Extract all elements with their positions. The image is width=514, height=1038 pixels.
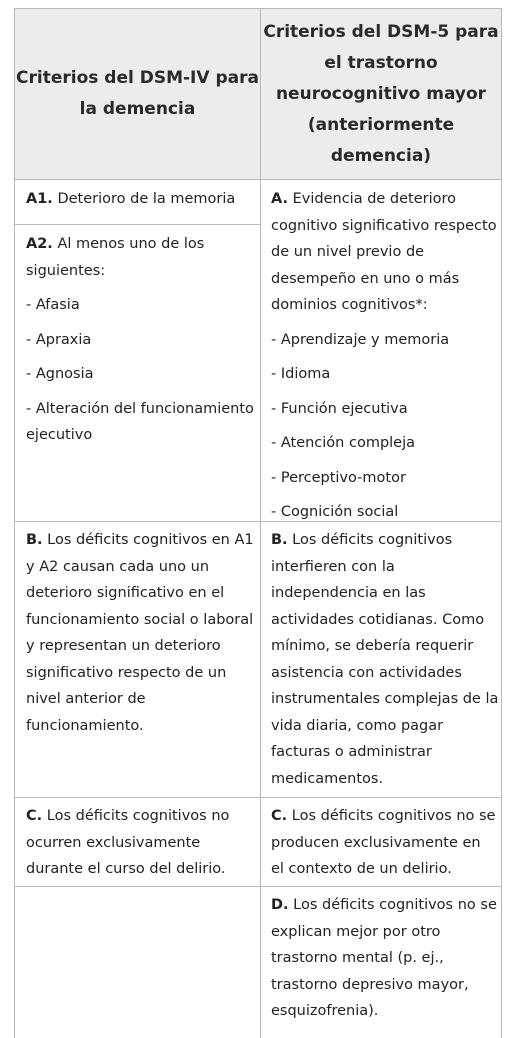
- table-header: [15, 8, 501, 180]
- row-divider-a-b: [15, 521, 501, 522]
- c-left-text: Los déficits cognitivos no ocurren exclusivamente durante el curso del delirio.: [26, 808, 230, 877]
- a2-item-agnosia: - Agnosia: [26, 366, 94, 382]
- domain-item-idioma: - Idioma: [271, 366, 331, 382]
- c-left-label: C.: [26, 808, 43, 824]
- d-right-label: D.: [271, 897, 289, 913]
- a2-item-apraxia: - Apraxia: [26, 331, 92, 348]
- domain-item-aprendizaje: - Aprendizaje y memoria: [271, 331, 450, 348]
- b-left-text: Los déficits cognitivos en A1 y A2 causan cada uno un deterioro significativo en el funcionamiento social o laboral y representan un deterioro significativo respecto de un nivel anterior de funcionamiento.: [26, 532, 254, 734]
- row-divider-c-d: [15, 886, 501, 887]
- domain-item-funcion-ejecutiva: - Función ejecutiva: [271, 400, 408, 417]
- a2-item-afasia: - Afasia: [26, 297, 80, 313]
- a2-label: A2.: [26, 236, 53, 252]
- d-right-text: Los déficits cognitivos no se explican mejor por otro trastorno mental (p. ej., trastorno depresivo mayor, esquizofrenia).: [271, 897, 497, 1019]
- cell-c-dsm-iv: [26, 803, 254, 883]
- header-dsm-iv: Criterios del DSM-IV para la demencia: [16, 68, 259, 119]
- row-divider-a1-a2: [15, 224, 260, 225]
- cell-a-dsm5: [271, 186, 497, 526]
- cell-d-dsm5: [271, 892, 497, 1025]
- b-right-label: B.: [271, 532, 288, 548]
- a1-text: Deterioro de la memoria: [57, 191, 236, 207]
- a2-item-funcionamiento: - Alteración del funcionamiento ejecutivo: [26, 400, 254, 443]
- header-dsm-5: Criterios del DSM-5 para el trastorno neurocognitivo mayor (anteriormente demencia): [263, 21, 499, 166]
- a-text: Evidencia de deterioro cognitivo significativo respecto de un nivel previo de desempeño en uno o más dominios cognitivos*:: [271, 191, 497, 313]
- b-right-text: Los déficits cognitivos interfieren con la independencia en las actividades cotidianas. Como mínimo, se debería requerir asistencia con actividades instrumentales complejas de la vida diaria, como pagar facturas o administrar medicamentos.: [271, 532, 499, 787]
- cell-a1: [26, 186, 254, 213]
- c-right-text: Los déficits cognitivos no se producen exclusivamente en el contexto de un delirio.: [271, 808, 496, 877]
- cell-c-dsm5: [271, 803, 497, 883]
- domain-item-atencion: - Atención compleja: [271, 435, 416, 451]
- row-divider-b-c: [15, 797, 501, 798]
- a2-text: Al menos uno de los siguientes:: [26, 236, 205, 279]
- domain-item-perceptivo: - Perceptivo-motor: [271, 469, 406, 486]
- column-divider: [260, 8, 261, 1038]
- a-label: A.: [271, 191, 288, 207]
- b-left-label: B.: [26, 532, 43, 548]
- criteria-table: [14, 8, 502, 1038]
- a1-label: A1.: [26, 191, 53, 207]
- cell-a2: [26, 231, 254, 449]
- cell-b-dsm-iv: [26, 527, 258, 739]
- c-right-label: C.: [271, 808, 288, 824]
- domain-item-cognicion-social: - Cognición social: [271, 504, 399, 520]
- cell-b-dsm5: [271, 527, 499, 792]
